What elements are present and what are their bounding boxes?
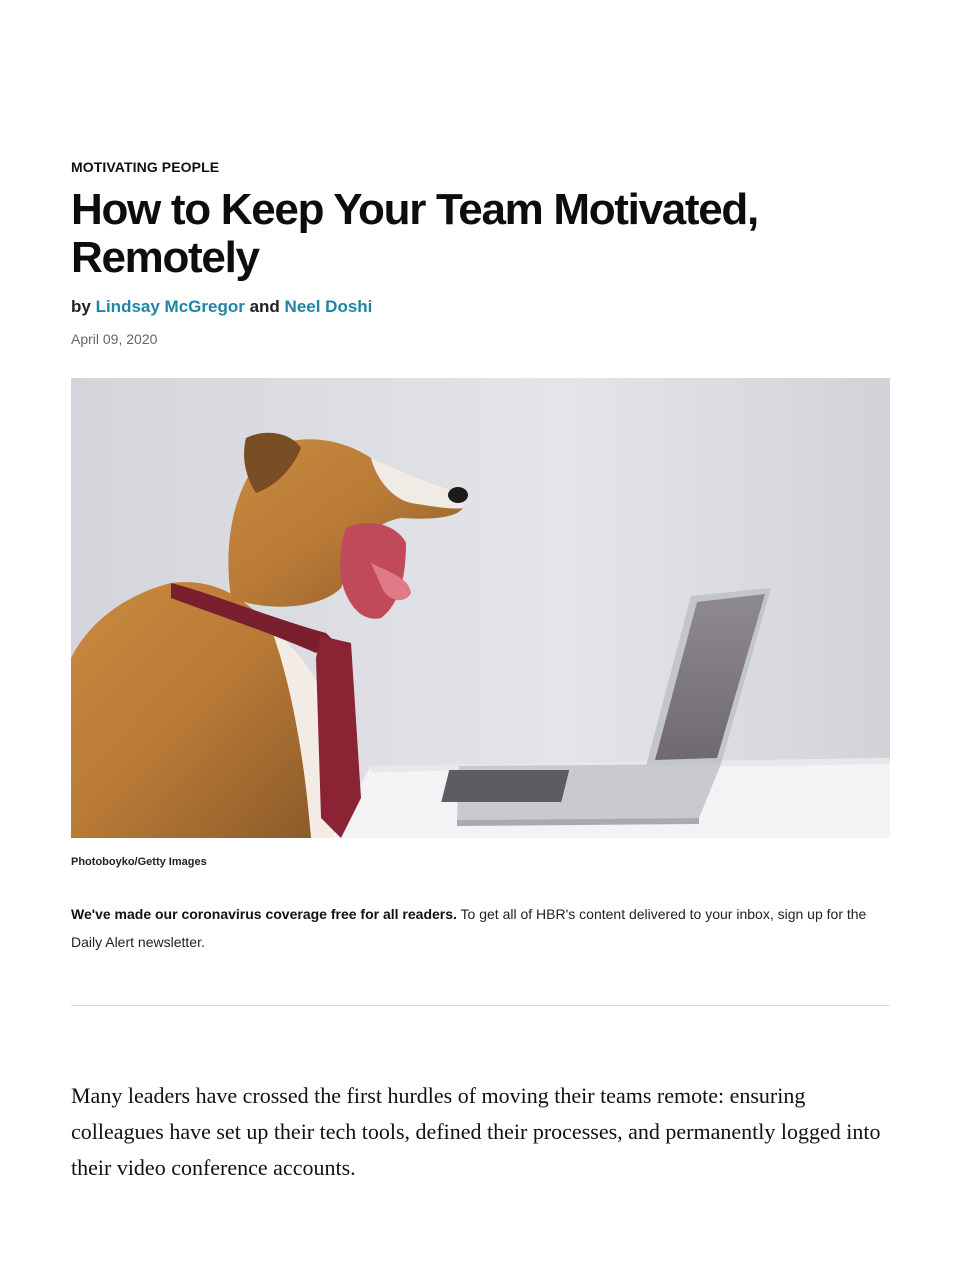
promo-text: To get all of HBR's content delivered to your inbox, sign up for the [456, 906, 867, 922]
dog-yawning-at-laptop-illustration [71, 378, 890, 838]
promo-bold-text: We've made our coronavirus coverage free for all readers. [71, 906, 457, 922]
promo-notice [71, 900, 890, 956]
publish-date: April 09, 2020 [71, 331, 158, 347]
section-divider [71, 1005, 890, 1006]
image-credit: Photoboyko/Getty Images [71, 856, 207, 868]
topic-link[interactable]: MOTIVATING PEOPLE [71, 159, 220, 175]
byline-prefix: by [71, 297, 91, 316]
promo-text-end: newsletter. [134, 934, 205, 950]
author-link-lindsay-mcgregor[interactable]: Lindsay McGregor [95, 297, 245, 316]
article-title: How to Keep Your Team Motivated, Remotely [71, 185, 758, 282]
byline-joiner: and [249, 297, 280, 316]
author-link-neel-doshi[interactable]: Neel Doshi [284, 297, 373, 316]
article-paragraph: Many leaders have crossed the first hurdles of moving their teams remote: ensuring colleagues have set up their tech tools, defined their processes, and permanently logged into their video conference accounts. [71, 1083, 881, 1180]
daily-alert-link[interactable]: Daily Alert [71, 934, 135, 950]
hero-image [71, 378, 890, 838]
byline [71, 297, 372, 317]
